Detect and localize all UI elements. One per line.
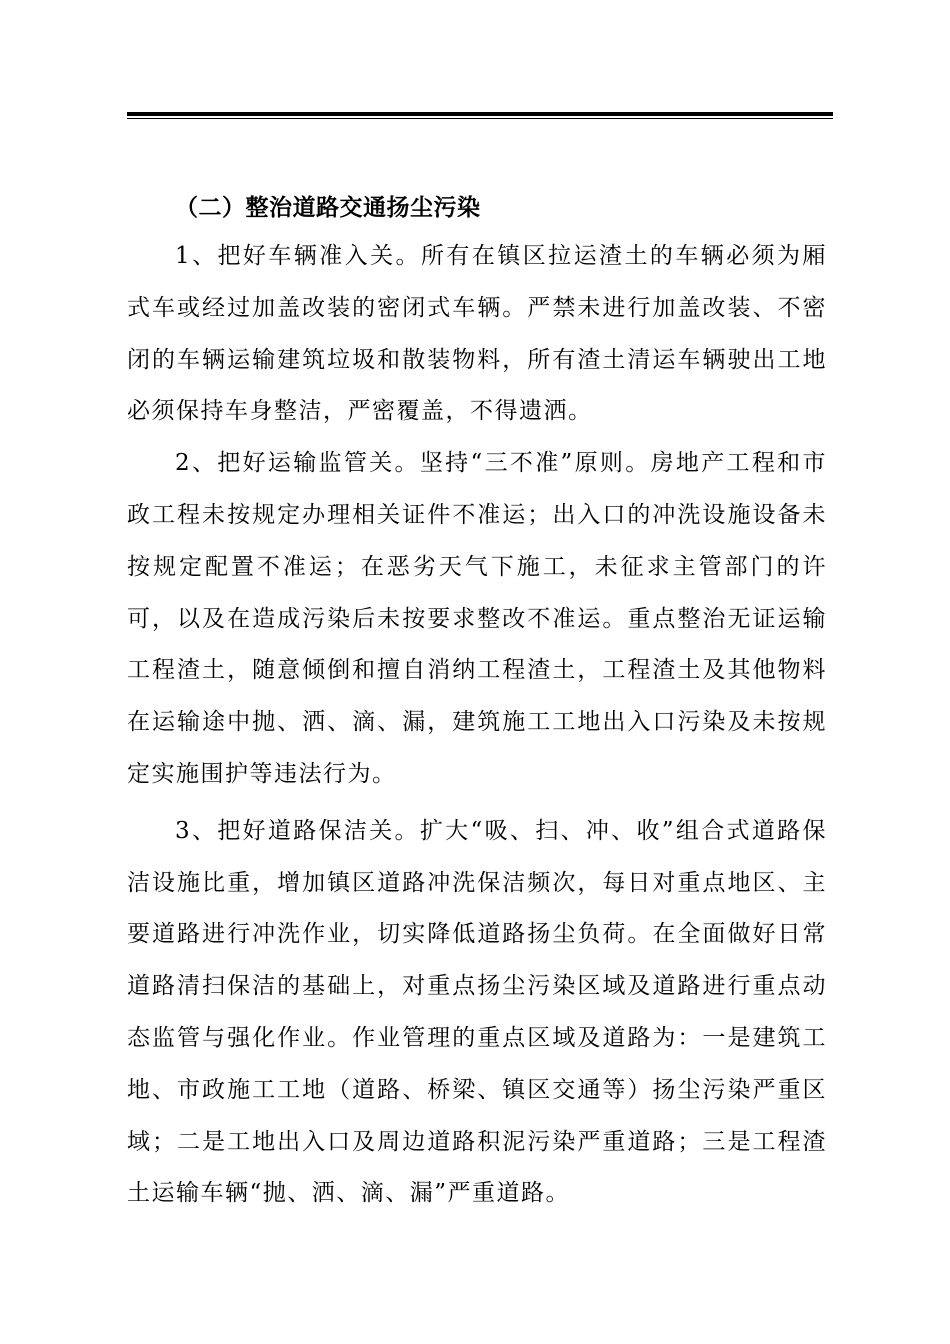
paragraph-transport-supervision: 2、把好运输监管关。坚持“三不准”原则。房地产工程和市政工程未按规定办理相关证件不准运；出入口的冲洗设施设备未按规定配置不准运；在恶劣天气下施工，未征求主管部门的许可，以及在造成污染后未按要求整改不准运。重点整治无证运输工程渣土，随意倾倒和擅自消纳工程渣土，工程渣土及其他物料在运输途中抛、洒、滴、漏，建筑施工工地出入口污染及未按规定实施围护等违法行为。 <box>127 450 827 787</box>
paragraph-road-cleaning: 3、把好道路保洁关。扩大“吸、扫、冲、收”组合式道路保洁设施比重，增加镇区道路冲洗保洁频次，每日对重点地区、主要道路进行冲洗作业，切实降低道路扬尘负荷。在全面做好日常道路清扫保洁的基础上，对重点扬尘污染区域及道路进行重点动态监管与强化作业。作业管理的重点区域及道路为：一是建筑工地、市政施工工地（道路、桥梁、镇区交通等）扬尘污染严重区域；二是工地出入口及周边道路积泥污染严重道路；三是工程渣土运输车辆“抛、洒、滴、漏”严重道路。 <box>127 817 827 1207</box>
header-rule-thin-line <box>127 118 833 119</box>
document-body <box>127 185 827 1220</box>
header-double-rule <box>127 112 833 119</box>
paragraph-vehicle-access: 1、把好车辆准入关。所有在镇区拉运渣土的车辆必须为厢式车或经过加盖改装的密闭式车辆。严禁未进行加盖改装、不密闭的车辆运输建筑垃圾和散装物料，所有渣土清运车辆驶出工地必须保持车身整洁，严密覆盖，不得遗洒。 <box>127 243 827 425</box>
section-heading: （二）整治道路交通扬尘污染 <box>175 195 481 221</box>
